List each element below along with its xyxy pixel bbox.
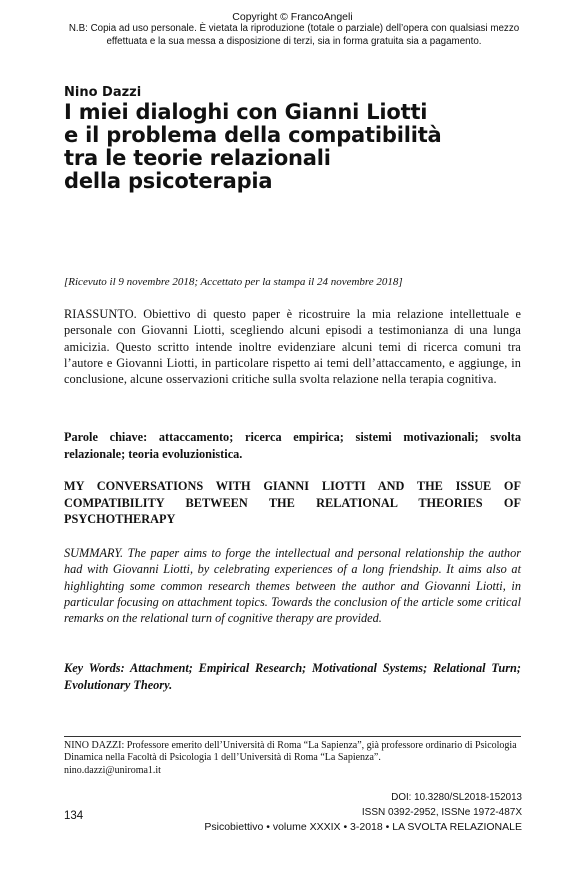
copyright-notice: Copyright © FrancoAngeli: [232, 11, 353, 23]
issn: ISSN 0392-2952, ISSNe 1972-487X: [361, 807, 522, 818]
usage-note: N.B: Copia ad uso personale. È vietata la riproduzione (totale o parziale) dell’opera con qualsiasi mezzo effettuata e la sua messa a disposizione di terzi, sia in forma gratuita sia a pagamento.: [68, 23, 520, 47]
article-title: [64, 101, 534, 193]
summary-english: SUMMARY. The paper aims to forge the intellectual and personal relationship the author had with Giovanni Liotti, by celebrating experiences of a long friendship. It aims also at highlighting some common research themes between the author and Giovanni Liotti, in particular focusing on attachment topics. Towards the conclusion of the article some critical remarks on the relational turn of cognitive therapy are provided.: [64, 546, 521, 626]
affiliation-text: NINO DAZZI: Professore emerito dell’Università di Roma “La Sapienza”, già professore ordinario di Psicologia Dinamica nella Facoltà di Psicologia 1 dell’Università di Roma “La Sapienza”.: [64, 740, 517, 764]
title-line: tra le teorie relazionali: [64, 146, 331, 170]
keywords-italian: Parole chiave: attaccamento; ricerca empirica; sistemi motivazionali; svolta relazionale; teoria evoluzionistica.: [64, 430, 521, 461]
title-line: della psicoterapia: [64, 169, 273, 193]
title-line: e il problema della compatibilità: [64, 123, 442, 147]
keywords-english: Key Words: Attachment; Empirical Research; Motivational Systems; Relational Turn; Evolutionary Theory.: [64, 661, 521, 692]
author-email: nino.dazzi@uniroma1.it: [64, 764, 161, 776]
english-title: MY CONVERSATIONS WITH GIANNI LIOTTI AND THE ISSUE OF COMPATIBILITY BETWEEN THE RELATIONAL THEORIES OF PSYCHOTHERAPY: [64, 479, 521, 526]
author-affiliation: [64, 740, 521, 777]
footnote-divider: [64, 736, 521, 737]
page-number: 134: [64, 810, 84, 822]
doi: DOI: 10.3280/SL2018-152013: [391, 792, 522, 803]
journal-info: Psicobiettivo • volume XXXIX • 3-2018 • LA SVOLTA RELAZIONALE: [204, 821, 522, 833]
author-name: Nino Dazzi: [64, 85, 142, 100]
received-dates: [Ricevuto il 9 novembre 2018; Accettato per la stampa il 24 novembre 2018]: [64, 276, 403, 288]
title-line: I miei dialoghi con Gianni Liotti: [64, 100, 428, 124]
abstract-italian: RIASSUNTO. Obiettivo di questo paper è ricostruire la mia relazione intellettuale e personale con Giovanni Liotti, scegliendo alcuni episodi a testimonianza di una lunga amicizia. Questo scritto intende inoltre evidenziare alcuni temi di ricerca comuni tra l’autore e Giovanni Liotti, in particolare rispetto ai temi dell’attaccamento, e aggiunge, in conclusione, alcune osservazioni critiche sulla svolta relazione nella terapia cognitiva.: [64, 307, 521, 387]
